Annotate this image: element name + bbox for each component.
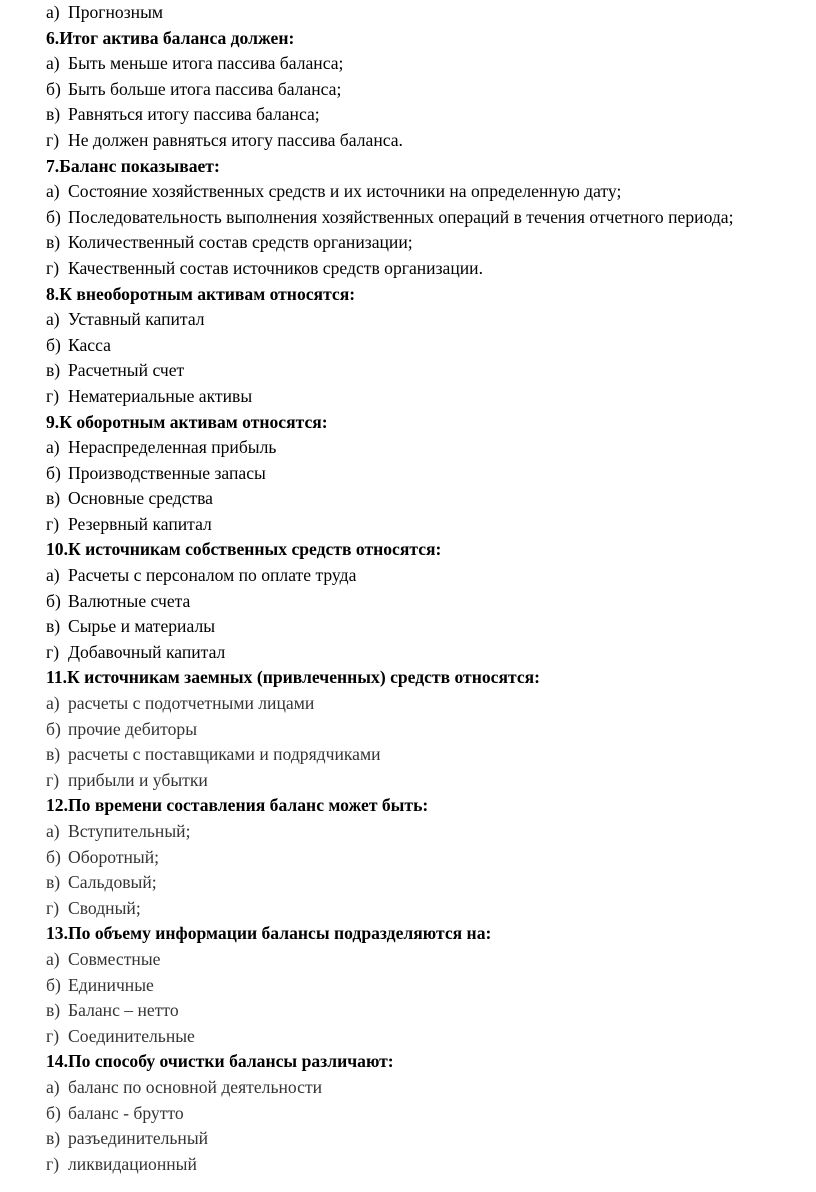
option-text: Быть меньше итога пассива баланса; — [68, 53, 344, 74]
option-letter: а) — [46, 181, 60, 202]
option-letter: в) — [46, 104, 61, 125]
option-letter: г) — [46, 513, 60, 534]
answer-option — [46, 1126, 812, 1152]
question-heading: 8.К внеоборотным активам относятся: — [46, 283, 356, 304]
answer-option — [46, 691, 812, 717]
option-text: Нераспределенная прибыль — [68, 437, 277, 458]
option-letter: б) — [46, 462, 61, 483]
option-text: Баланс – нетто — [68, 1000, 179, 1021]
question-heading: 13.По объему информации балансы подразделяются на: — [46, 923, 492, 944]
option-letter: в) — [46, 360, 61, 381]
question-heading: 6.Итог актива баланса должен: — [46, 27, 295, 48]
answer-option — [46, 51, 812, 77]
option-letter: б) — [46, 590, 61, 611]
option-text: баланс - брутто — [68, 1102, 184, 1123]
question-heading: 11.К источникам заемных (привлеченных) средств относятся: — [46, 667, 541, 688]
option-text: Касса — [68, 334, 111, 355]
answer-option — [46, 845, 812, 871]
option-letter: г) — [46, 769, 60, 790]
option-text: Нематериальные активы — [68, 385, 253, 406]
option-text: баланс по основной деятельности — [68, 1076, 323, 1097]
option-letter: г) — [46, 1153, 60, 1174]
option-letter: а) — [46, 821, 60, 841]
option-text: Сальдовый; — [68, 872, 157, 893]
option-letter: б) — [46, 718, 61, 739]
answer-option — [46, 947, 812, 973]
option-letter: б) — [46, 334, 61, 355]
option-text: Совместные — [68, 948, 161, 969]
answer-option — [46, 1075, 812, 1101]
option-letter: б) — [46, 206, 61, 227]
option-text: Прогнозным — [68, 2, 164, 22]
option-letter: г) — [46, 257, 60, 278]
answer-option — [46, 486, 812, 512]
answer-option — [46, 358, 812, 384]
option-letter: б) — [46, 78, 61, 99]
option-letter: г) — [46, 897, 60, 918]
option-letter: в) — [46, 744, 61, 765]
option-letter: г) — [46, 385, 60, 406]
answer-option — [46, 563, 812, 589]
option-text: разъединительный — [68, 1128, 209, 1149]
answer-option — [46, 179, 812, 205]
answer-option — [46, 333, 812, 359]
option-text: Сырье и материалы — [68, 616, 216, 637]
answer-option — [46, 1024, 812, 1050]
option-letter: в) — [46, 232, 61, 253]
answer-option — [46, 998, 812, 1024]
option-text: Резервный капитал — [68, 513, 212, 534]
answer-option — [46, 1152, 812, 1178]
answer-option — [46, 461, 812, 487]
option-letter: в) — [46, 1128, 61, 1149]
answer-option — [46, 512, 812, 538]
option-text: прочие дебиторы — [68, 718, 198, 739]
question-heading: 10.К источникам собственных средств относятся: — [46, 539, 442, 560]
option-letter: г) — [46, 129, 60, 150]
option-text: Валютные счета — [68, 590, 191, 611]
option-letter: а) — [46, 948, 60, 969]
option-text: Вступительный; — [68, 821, 191, 841]
option-text: Оборотный; — [68, 846, 160, 867]
option-text: Основные средства — [68, 488, 213, 509]
answer-option — [46, 973, 812, 999]
answer-option — [46, 640, 812, 666]
option-text: Расчетный счет — [68, 360, 185, 381]
document-body — [46, 0, 812, 1177]
answer-option — [46, 768, 812, 794]
option-text: Состояние хозяйственных средств и их источники на определенную дату; — [68, 181, 622, 202]
question-heading: 7.Баланс показывает: — [46, 155, 220, 176]
option-letter: а) — [46, 565, 60, 586]
option-text: расчеты с поставщиками и подрядчиками — [68, 744, 381, 765]
question-heading: 9.К оборотным активам относятся: — [46, 411, 328, 432]
option-text: Производственные запасы — [68, 462, 266, 483]
option-text: расчеты с подотчетными лицами — [68, 693, 315, 714]
option-letter: в) — [46, 616, 61, 637]
option-letter: а) — [46, 309, 60, 330]
answer-option — [46, 896, 812, 922]
question-heading: 12.По времени составления баланс может быть: — [46, 795, 429, 816]
option-text: Уставный капитал — [68, 309, 205, 330]
option-letter: а) — [46, 53, 60, 74]
option-letter: г) — [46, 1025, 60, 1046]
answer-option — [46, 1101, 812, 1127]
option-letter: г) — [46, 641, 60, 662]
answer-option — [46, 256, 812, 282]
option-letter: б) — [46, 1102, 61, 1123]
option-text: Не должен равняться итогу пассива баланса. — [68, 129, 403, 150]
answer-option — [46, 742, 812, 768]
question-heading: 14.По способу очистки балансы различают: — [46, 1051, 394, 1072]
answer-option — [46, 102, 812, 128]
option-letter: в) — [46, 1000, 61, 1021]
option-text: Последовательность выполнения хозяйственных операций в течения отчетного периода; — [68, 206, 734, 227]
option-text: Единичные — [68, 974, 154, 995]
option-text: Сводный; — [68, 897, 141, 918]
option-text: Расчеты с персоналом по оплате труда — [68, 565, 357, 586]
option-text: Добавочный капитал — [68, 641, 226, 662]
option-letter: в) — [46, 872, 61, 893]
option-letter: б) — [46, 974, 61, 995]
answer-option — [46, 230, 812, 256]
answer-option — [46, 77, 812, 103]
option-text: прибыли и убытки — [68, 769, 208, 790]
option-letter: в) — [46, 488, 61, 509]
option-letter: а) — [46, 437, 60, 458]
option-text: Соединительные — [68, 1025, 195, 1046]
answer-option — [46, 589, 812, 615]
option-text: Быть больше итога пассива баланса; — [68, 78, 342, 99]
option-letter: б) — [46, 846, 61, 867]
option-text: Количественный состав средств организации; — [68, 232, 413, 253]
option-text: ликвидационный — [68, 1153, 197, 1174]
answer-option — [46, 0, 812, 26]
answer-option — [46, 307, 812, 333]
answer-option — [46, 614, 812, 640]
answer-option — [46, 205, 812, 231]
option-letter: а) — [46, 1076, 60, 1097]
option-text: Равняться итогу пассива баланса; — [68, 104, 320, 125]
option-letter: а) — [46, 2, 60, 22]
answer-option — [46, 435, 812, 461]
answer-option — [46, 128, 812, 154]
answer-option — [46, 870, 812, 896]
answer-option — [46, 819, 812, 845]
option-letter: а) — [46, 693, 60, 714]
option-text: Качественный состав источников средств организации. — [68, 257, 483, 278]
answer-option — [46, 384, 812, 410]
answer-option — [46, 717, 812, 743]
